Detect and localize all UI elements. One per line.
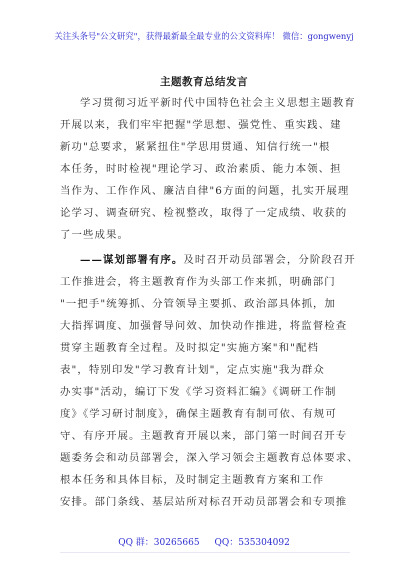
paragraph-line: 当作为、工作作风、廉洁自律"6方面的问题，扎实开展理 xyxy=(60,185,350,197)
section-lead-line xyxy=(80,253,356,268)
paragraph-line: 贯穿主题教育全过程。及时拟定"实施方案"和"配档 xyxy=(60,342,319,354)
paragraph-line: 度》《学习研讨制度》，确保主题教育有制可依、有规可 xyxy=(60,408,337,420)
page-title: 主题教育总结发言 xyxy=(160,76,248,88)
paragraph-line: 工作推进会，将主题教育作为头部工作来抓，明确部门 xyxy=(60,276,336,288)
footer-contact xyxy=(0,535,408,548)
paragraph-line: 论学习、调查研究、检视整改，取得了一定成绩、收获的 xyxy=(60,207,348,219)
paragraph-line: 新功"总要求，紧紧扭住"学思用贯通、知信行统一"根 xyxy=(60,141,331,153)
paragraph-line: 守、有序开展。主题教育开展以来，部门第一时间召开专 xyxy=(60,430,348,442)
paragraph-text: 及时召开动员部署会，分阶段召开 xyxy=(183,254,356,266)
paragraph-line: 开展以来，我们牢牢把握"学思想、强党性、重实践、建 xyxy=(60,119,342,131)
qq-label[interactable]: QQ：535304092 xyxy=(214,538,290,548)
paragraph-line: 题委务会和动员部署会，深入学习领会主题教育总体要求、 xyxy=(60,452,359,464)
paragraph-line: 本任务，时时检视"理论学习、政治素质、能力本领、担 xyxy=(60,163,342,175)
footer-divider xyxy=(60,552,350,553)
section-heading: ——谋划部署有序。 xyxy=(80,254,184,266)
paragraph-line: 安排。部门条线、基层站所对标召开动员部署会和专项推 xyxy=(60,496,348,508)
header-banner[interactable]: 关注头条号"公文研究"，获得最新最全最专业的公文资料库！ 微信：gongwenyj xyxy=(54,31,354,41)
paragraph-line: 大指挥调度、加强督导问效、加快动作推进，将监督检查 xyxy=(60,320,348,332)
paragraph-line: 学习贯彻习近平新时代中国特色社会主义思想主题教育 xyxy=(80,97,356,109)
qq-group-label[interactable]: QQ 群：30265665 xyxy=(118,538,200,548)
paragraph-line: 根本任务和具体目标，及时制定主题教育方案和工作 xyxy=(60,474,325,486)
paragraph-line: "一把手"统筹抓、分管领导主要抓、政治部具体抓，加 xyxy=(60,298,337,310)
paragraph-line: 办实事"活动，编订下发《学习资料汇编》《调研工作制 xyxy=(60,386,337,398)
paragraph-line: 表"，特别印发"学习教育计划"，定点实施"我为群众 xyxy=(60,364,325,376)
paragraph-line: 了一些成果。 xyxy=(60,229,129,241)
